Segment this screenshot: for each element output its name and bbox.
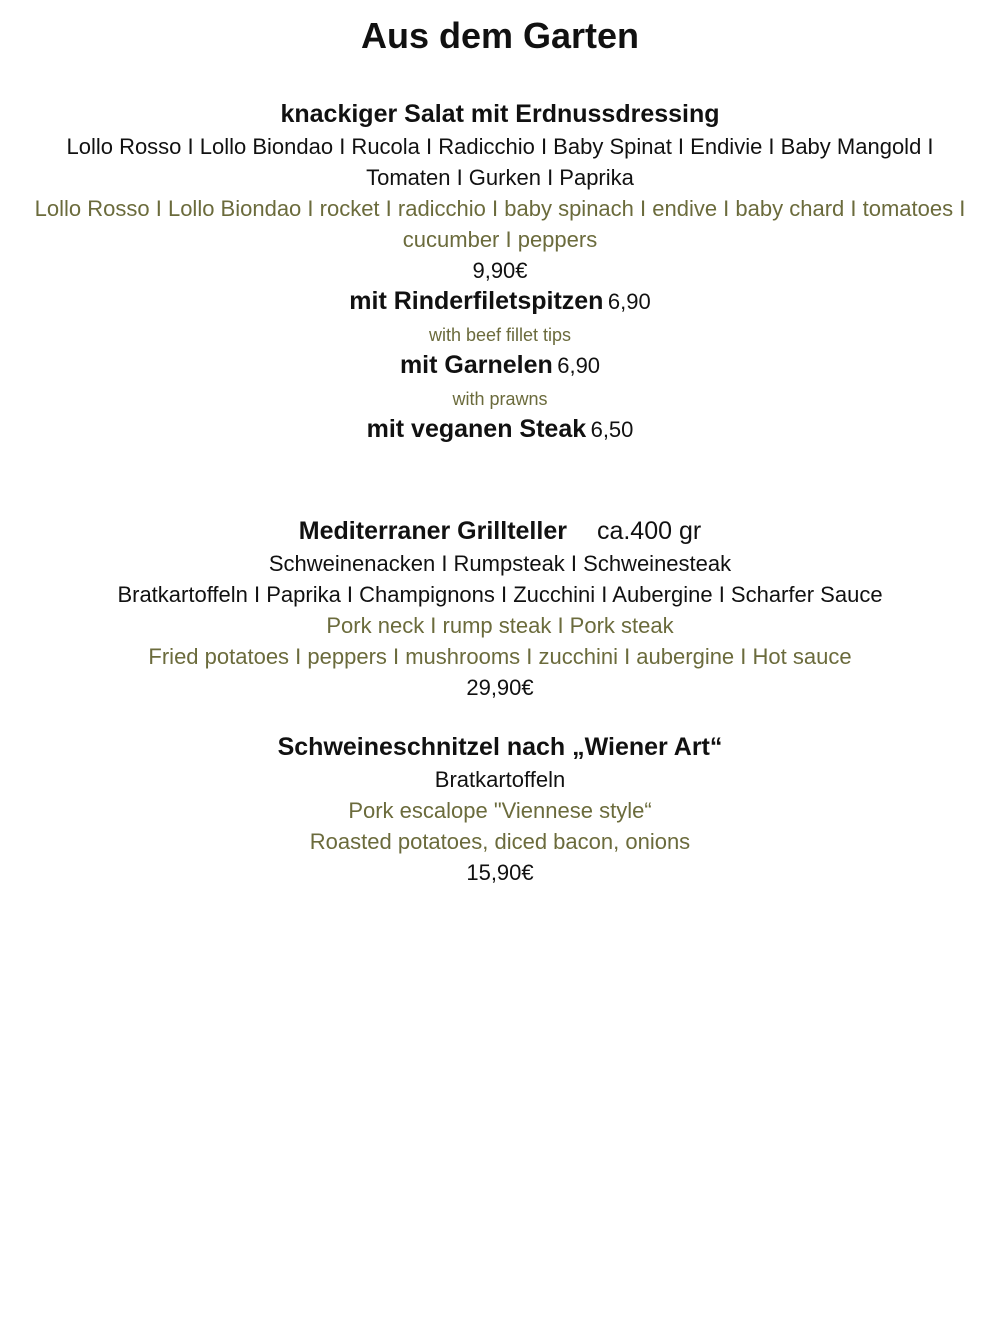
addon-price: 6,50: [590, 417, 634, 442]
addon-price: 6,90: [607, 289, 651, 314]
addon-english: with beef fillet tips: [428, 325, 572, 345]
ingredients-german: Lollo Rosso I Lollo Biondao I Rucola I Radicchio I Baby Spinat I Endivie I Baby Mangold I Tomaten I Gurken I Paprika: [66, 134, 934, 190]
addon-name: mit Garnelen: [399, 351, 553, 379]
dish-name: Schweineschnitzel nach „Wiener Art“: [277, 733, 723, 761]
ingredients-english: Lollo Rosso I Lollo Biondao I rocket I radicchio I baby spinach I endive I baby chard I tomatoes I cucumber I peppers: [34, 196, 966, 252]
dish-name-english: Pork escalope "Viennese style“: [348, 798, 652, 823]
dish-weight: ca.400 gr: [596, 517, 702, 545]
side-german: Bratkartoffeln: [434, 767, 566, 792]
side-english: Roasted potatoes, diced bacon, onions: [309, 829, 691, 854]
meats-german: Schweinenacken I Rumpsteak I Schweinesteak: [268, 551, 732, 576]
dish-name: knackiger Salat mit Erdnussdressing: [280, 100, 720, 128]
menu-item-grill: [20, 514, 980, 703]
addon-vegan-steak: [20, 414, 980, 448]
addon-name: mit veganen Steak: [366, 415, 587, 443]
sides-english: Fried potatoes I peppers I mushrooms I zucchini I aubergine I Hot sauce: [148, 644, 852, 669]
dish-name: Mediterraner Grillteller: [298, 517, 567, 545]
meats-english: Pork neck I rump steak I Pork steak: [326, 613, 674, 638]
addon-english: with prawns: [452, 389, 548, 409]
addon-prawns: [20, 350, 980, 384]
dish-price: 9,90€: [472, 258, 528, 283]
dish-title-row: [20, 514, 980, 548]
addon-price: 6,90: [557, 353, 601, 378]
addon-beef: [20, 286, 980, 320]
dish-price: 15,90€: [466, 860, 534, 885]
sides-german: Bratkartoffeln I Paprika I Champignons I Zucchini I Aubergine I Scharfer Sauce: [117, 582, 883, 607]
dish-price: 29,90€: [466, 675, 534, 700]
page-title: Aus dem Garten: [360, 15, 640, 56]
menu-item-schnitzel: [20, 730, 980, 888]
addon-name: mit Rinderfiletspitzen: [349, 287, 604, 315]
menu-item-salad: [20, 97, 980, 448]
